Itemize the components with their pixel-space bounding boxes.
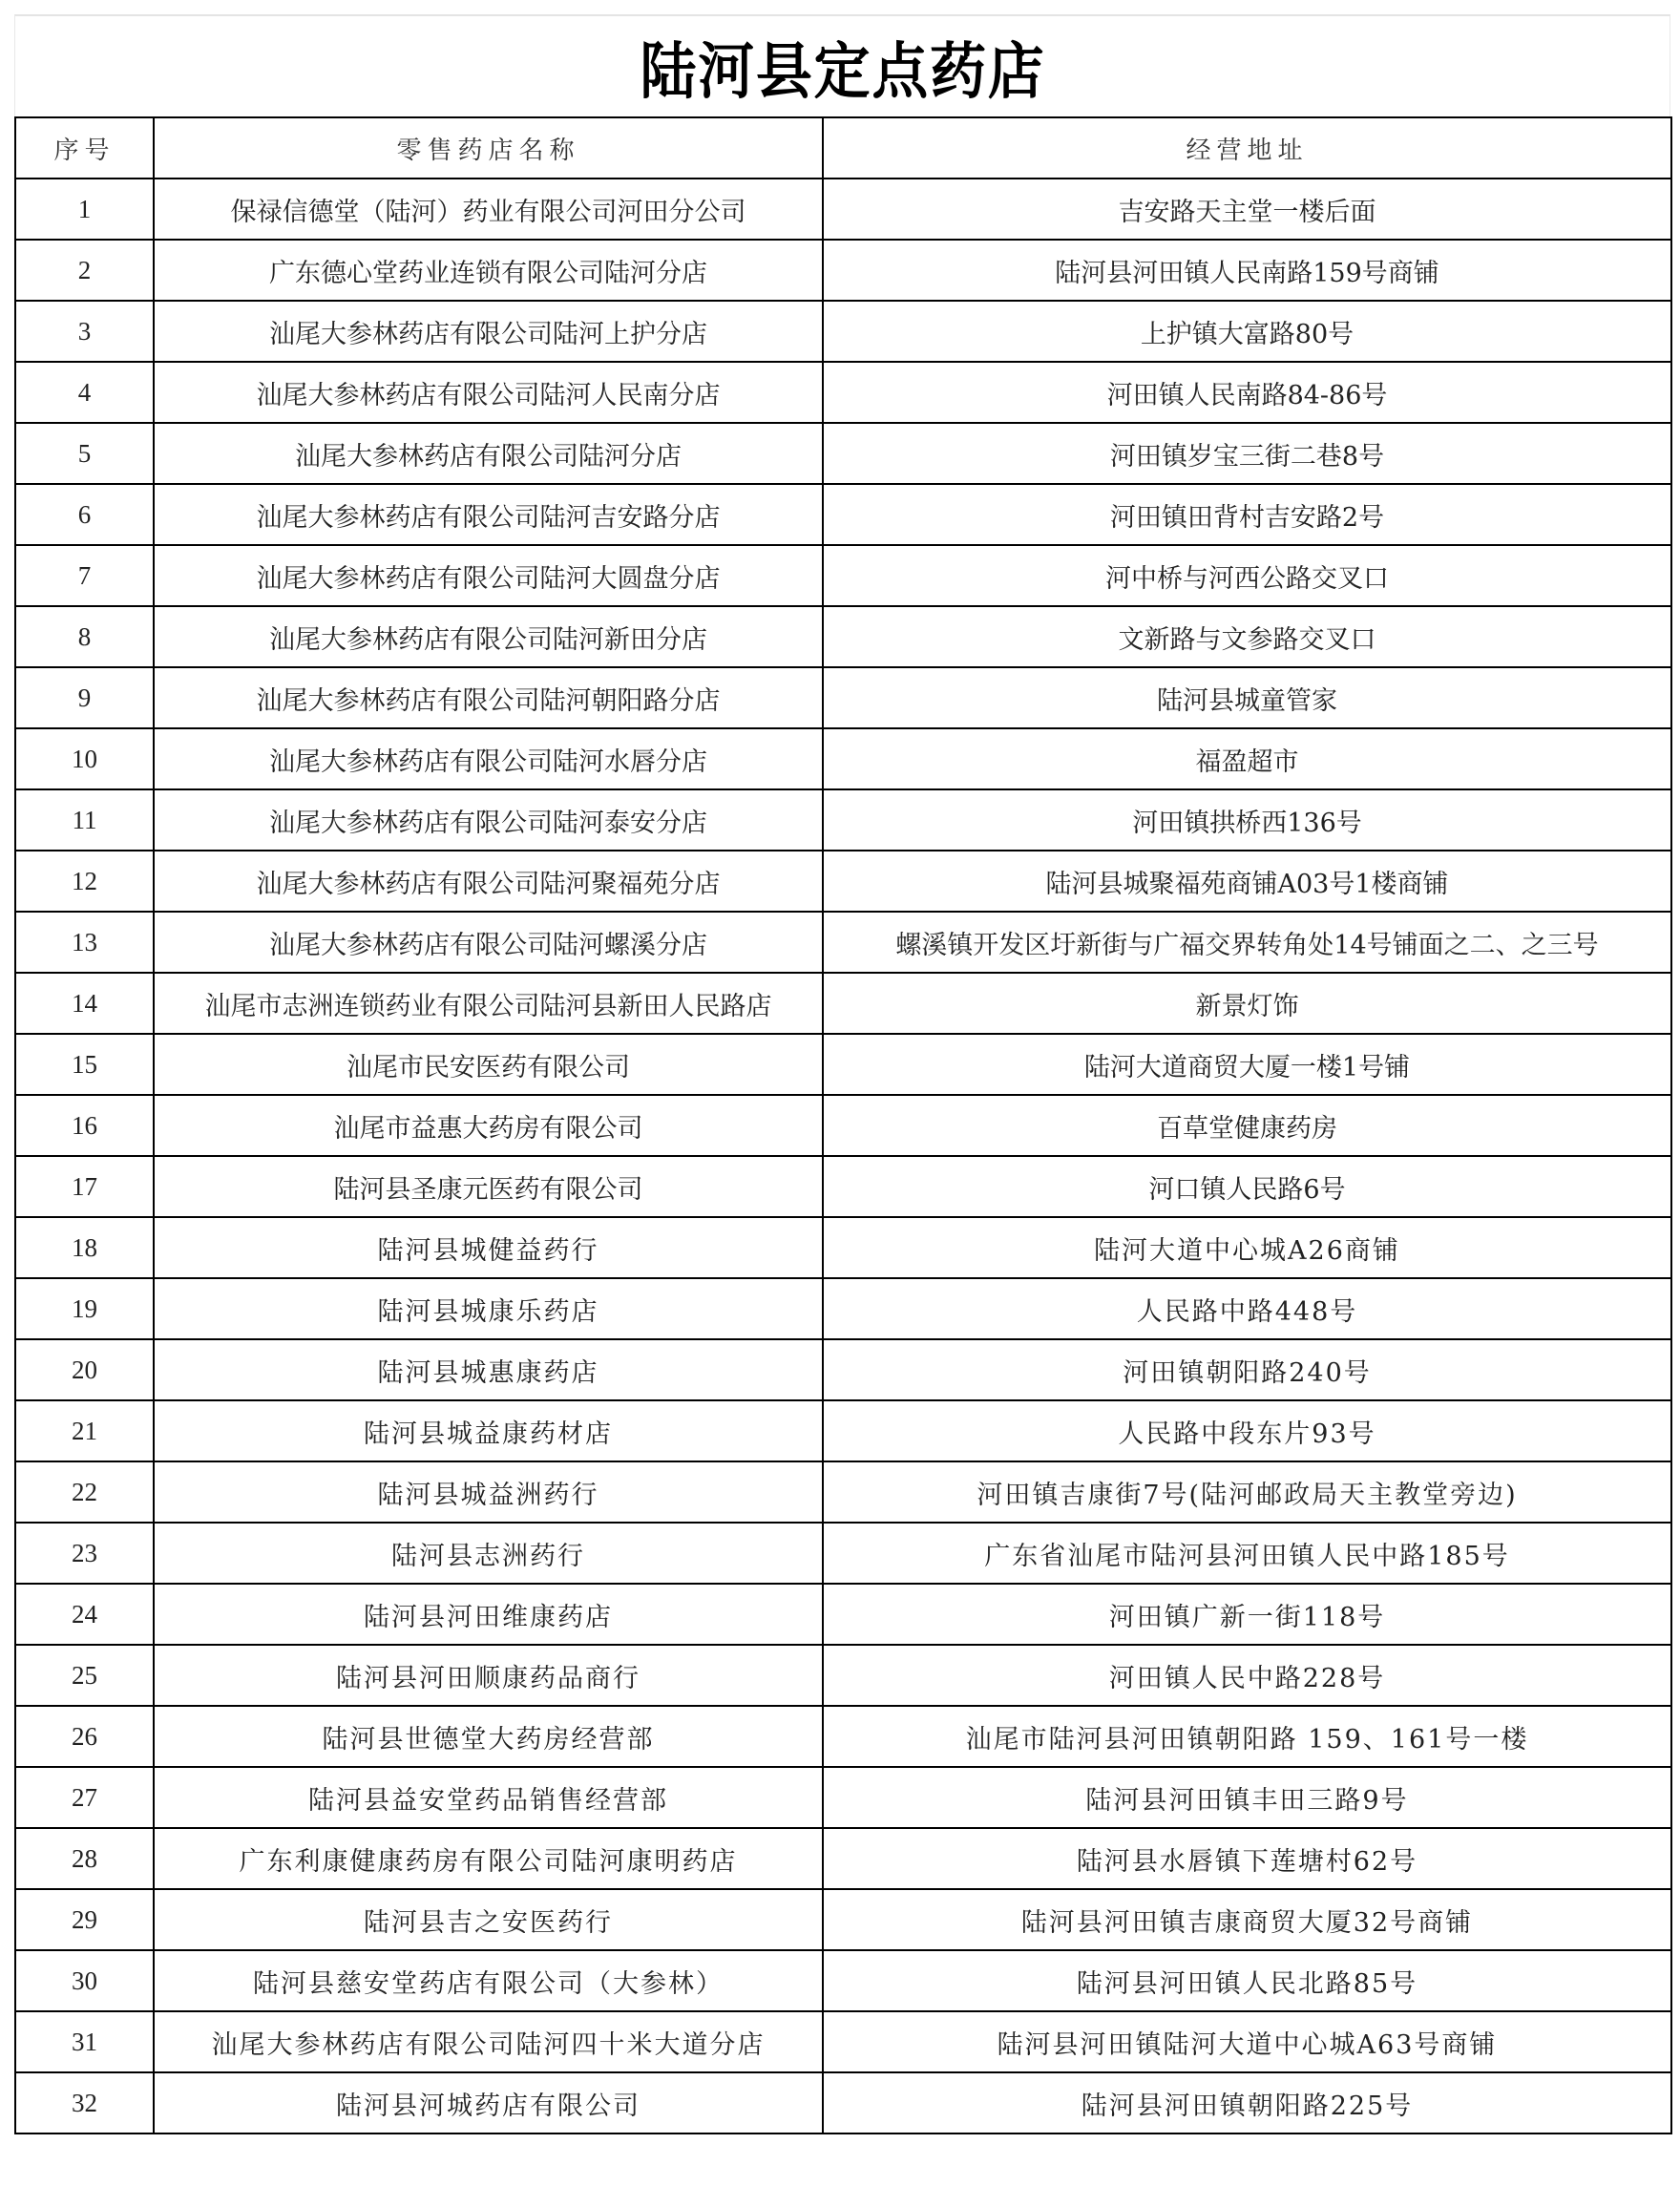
- pharmacy-name: 汕尾市志洲连锁药业有限公司陆河县新田人民路店: [154, 973, 823, 1034]
- table-row: [15, 362, 1671, 423]
- row-index: 2: [15, 240, 154, 301]
- pharmacy-name: 陆河县慈安堂药店有限公司（大参林）: [154, 1950, 823, 2011]
- table-row: [15, 240, 1671, 301]
- pharmacy-name: 汕尾大参林药店有限公司陆河分店: [154, 423, 823, 484]
- table-row: [15, 1706, 1671, 1767]
- pharmacy-name: 陆河县世德堂大药房经营部: [154, 1706, 823, 1767]
- table-row: [15, 423, 1671, 484]
- table-row: [15, 1767, 1671, 1828]
- table-row: [15, 1584, 1671, 1645]
- table-row: [15, 1095, 1671, 1156]
- pharmacy-name: 汕尾大参林药店有限公司陆河上护分店: [154, 301, 823, 362]
- pharmacy-address: 河田镇朝阳路240号: [823, 1339, 1671, 1400]
- pharmacy-address: 陆河大道商贸大厦一楼1号铺: [823, 1034, 1671, 1095]
- pharmacy-address: 陆河县河田镇吉康商贸大厦32号商铺: [823, 1889, 1671, 1950]
- table-row: [15, 1828, 1671, 1889]
- table-row: [15, 789, 1671, 851]
- pharmacy-address: 上护镇大富路80号: [823, 301, 1671, 362]
- table-row: [15, 912, 1671, 973]
- table-row: [15, 1889, 1671, 1950]
- row-index: 28: [15, 1828, 154, 1889]
- pharmacy-address: 河中桥与河西公路交叉口: [823, 545, 1671, 606]
- row-index: 14: [15, 973, 154, 1034]
- title-area: [14, 14, 1670, 116]
- pharmacy-address: 河口镇人民路6号: [823, 1156, 1671, 1217]
- pharmacy-address: 河田镇田背村吉安路2号: [823, 484, 1671, 545]
- table-row: [15, 667, 1671, 728]
- pharmacy-table: [14, 116, 1672, 2134]
- pharmacy-name: 广东利康健康药房有限公司陆河康明药店: [154, 1828, 823, 1889]
- row-index: 18: [15, 1217, 154, 1278]
- pharmacy-name: 汕尾大参林药店有限公司陆河朝阳路分店: [154, 667, 823, 728]
- pharmacy-name: 广东德心堂药业连锁有限公司陆河分店: [154, 240, 823, 301]
- row-index: 5: [15, 423, 154, 484]
- row-index: 26: [15, 1706, 154, 1767]
- row-index: 19: [15, 1278, 154, 1339]
- row-index: 24: [15, 1584, 154, 1645]
- pharmacy-address: 河田镇人民南路84-86号: [823, 362, 1671, 423]
- table-row: [15, 1523, 1671, 1584]
- pharmacy-address: 河田镇拱桥西136号: [823, 789, 1671, 851]
- row-index: 3: [15, 301, 154, 362]
- table-row: [15, 1217, 1671, 1278]
- row-index: 21: [15, 1400, 154, 1461]
- pharmacy-address: 福盈超市: [823, 728, 1671, 789]
- table-row: [15, 2011, 1671, 2072]
- pharmacy-name: 保禄信德堂（陆河）药业有限公司河田分公司: [154, 179, 823, 240]
- pharmacy-address: 河田镇吉康街7号(陆河邮政局天主教堂旁边): [823, 1461, 1671, 1523]
- pharmacy-name: 陆河县志洲药行: [154, 1523, 823, 1584]
- table-row: [15, 1034, 1671, 1095]
- table-row: [15, 1400, 1671, 1461]
- pharmacy-name: 陆河县城益洲药行: [154, 1461, 823, 1523]
- column-header-address: 经营地址: [823, 117, 1671, 179]
- row-index: 11: [15, 789, 154, 851]
- pharmacy-address: 陆河大道中心城A26商铺: [823, 1217, 1671, 1278]
- pharmacy-address: 陆河县河田镇人民北路85号: [823, 1950, 1671, 2011]
- table-row: [15, 1156, 1671, 1217]
- row-index: 9: [15, 667, 154, 728]
- pharmacy-address: 陆河县河田镇朝阳路225号: [823, 2072, 1671, 2133]
- pharmacy-address: 陆河县水唇镇下莲塘村62号: [823, 1828, 1671, 1889]
- row-index: 29: [15, 1889, 154, 1950]
- pharmacy-name: 陆河县河田维康药店: [154, 1584, 823, 1645]
- pharmacy-name: 汕尾大参林药店有限公司陆河泰安分店: [154, 789, 823, 851]
- column-header-index: 序号: [15, 117, 154, 179]
- pharmacy-address: 陆河县河田镇陆河大道中心城A63号商铺: [823, 2011, 1671, 2072]
- pharmacy-address: 文新路与文参路交叉口: [823, 606, 1671, 667]
- row-index: 25: [15, 1645, 154, 1706]
- pharmacy-address: 河田镇岁宝三街二巷8号: [823, 423, 1671, 484]
- table-header-row: [15, 117, 1671, 179]
- table-row: [15, 1950, 1671, 2011]
- table-row: [15, 484, 1671, 545]
- table-row: [15, 545, 1671, 606]
- pharmacy-address: 人民路中段东片93号: [823, 1400, 1671, 1461]
- pharmacy-name: 陆河县益安堂药品销售经营部: [154, 1767, 823, 1828]
- table-body: [15, 179, 1671, 2133]
- table-row: [15, 179, 1671, 240]
- pharmacy-address: 新景灯饰: [823, 973, 1671, 1034]
- pharmacy-name: 汕尾大参林药店有限公司陆河螺溪分店: [154, 912, 823, 973]
- pharmacy-name: 陆河县城益康药材店: [154, 1400, 823, 1461]
- row-index: 30: [15, 1950, 154, 2011]
- pharmacy-name: 汕尾市益惠大药房有限公司: [154, 1095, 823, 1156]
- page-title: 陆河县定点药店: [639, 37, 1046, 106]
- pharmacy-name: 汕尾大参林药店有限公司陆河大圆盘分店: [154, 545, 823, 606]
- pharmacy-address: 吉安路天主堂一楼后面: [823, 179, 1671, 240]
- table-row: [15, 1339, 1671, 1400]
- pharmacy-name: 汕尾大参林药店有限公司陆河四十米大道分店: [154, 2011, 823, 2072]
- table-row: [15, 301, 1671, 362]
- pharmacy-name: 汕尾市民安医药有限公司: [154, 1034, 823, 1095]
- row-index: 23: [15, 1523, 154, 1584]
- pharmacy-name: 陆河县城健益药行: [154, 1217, 823, 1278]
- pharmacy-address: 陆河县河田镇人民南路159号商铺: [823, 240, 1671, 301]
- pharmacy-name: 陆河县河城药店有限公司: [154, 2072, 823, 2133]
- pharmacy-address: 汕尾市陆河县河田镇朝阳路 159、161号一楼: [823, 1706, 1671, 1767]
- pharmacy-name: 陆河县吉之安医药行: [154, 1889, 823, 1950]
- pharmacy-address: 陆河县城童管家: [823, 667, 1671, 728]
- pharmacy-name: 陆河县城惠康药店: [154, 1339, 823, 1400]
- row-index: 12: [15, 851, 154, 912]
- row-index: 6: [15, 484, 154, 545]
- pharmacy-name: 汕尾大参林药店有限公司陆河水唇分店: [154, 728, 823, 789]
- row-index: 10: [15, 728, 154, 789]
- row-index: 31: [15, 2011, 154, 2072]
- pharmacy-name: 汕尾大参林药店有限公司陆河新田分店: [154, 606, 823, 667]
- pharmacy-address: 人民路中路448号: [823, 1278, 1671, 1339]
- row-index: 8: [15, 606, 154, 667]
- pharmacy-list-sheet: [14, 14, 1670, 2134]
- pharmacy-name: 汕尾大参林药店有限公司陆河吉安路分店: [154, 484, 823, 545]
- table-row: [15, 973, 1671, 1034]
- pharmacy-name: 陆河县河田顺康药品商行: [154, 1645, 823, 1706]
- pharmacy-name: 汕尾大参林药店有限公司陆河聚福苑分店: [154, 851, 823, 912]
- pharmacy-name: 陆河县圣康元医药有限公司: [154, 1156, 823, 1217]
- pharmacy-address: 螺溪镇开发区圩新街与广福交界转角处14号铺面之二、之三号: [823, 912, 1671, 973]
- row-index: 16: [15, 1095, 154, 1156]
- row-index: 27: [15, 1767, 154, 1828]
- row-index: 17: [15, 1156, 154, 1217]
- row-index: 13: [15, 912, 154, 973]
- row-index: 15: [15, 1034, 154, 1095]
- table-row: [15, 851, 1671, 912]
- table-row: [15, 1645, 1671, 1706]
- table-row: [15, 2072, 1671, 2133]
- table-row: [15, 606, 1671, 667]
- row-index: 7: [15, 545, 154, 606]
- row-index: 1: [15, 179, 154, 240]
- pharmacy-address: 陆河县河田镇丰田三路9号: [823, 1767, 1671, 1828]
- pharmacy-name: 汕尾大参林药店有限公司陆河人民南分店: [154, 362, 823, 423]
- pharmacy-address: 陆河县城聚福苑商铺A03号1楼商铺: [823, 851, 1671, 912]
- row-index: 22: [15, 1461, 154, 1523]
- pharmacy-address: 广东省汕尾市陆河县河田镇人民中路185号: [823, 1523, 1671, 1584]
- row-index: 20: [15, 1339, 154, 1400]
- row-index: 4: [15, 362, 154, 423]
- row-index: 32: [15, 2072, 154, 2133]
- pharmacy-address: 百草堂健康药房: [823, 1095, 1671, 1156]
- pharmacy-address: 河田镇广新一街118号: [823, 1584, 1671, 1645]
- table-row: [15, 1278, 1671, 1339]
- pharmacy-address: 河田镇人民中路228号: [823, 1645, 1671, 1706]
- pharmacy-name: 陆河县城康乐药店: [154, 1278, 823, 1339]
- column-header-name: 零售药店名称: [154, 117, 823, 179]
- table-row: [15, 1461, 1671, 1523]
- table-row: [15, 728, 1671, 789]
